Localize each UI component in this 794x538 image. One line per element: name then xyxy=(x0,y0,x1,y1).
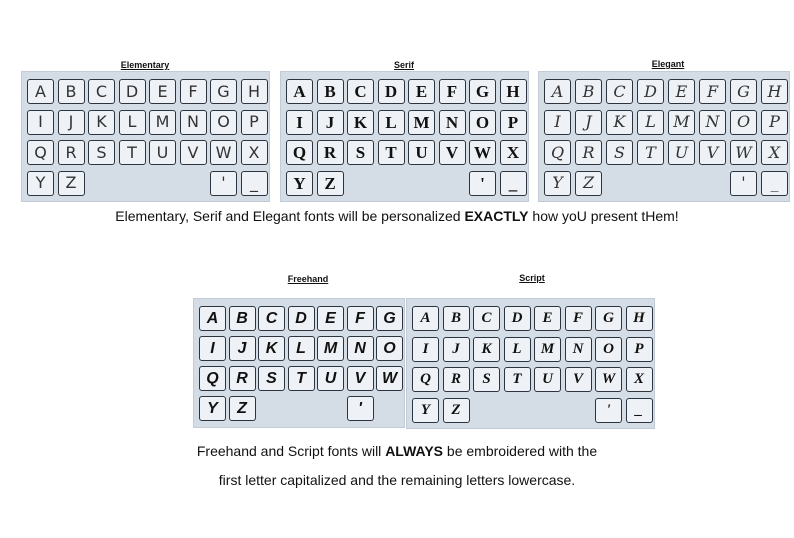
elementary-key-v[interactable]: V xyxy=(180,140,207,165)
elementary-key-r[interactable]: R xyxy=(58,140,85,165)
serif-key-e[interactable]: E xyxy=(408,79,435,104)
serif-key-s[interactable]: S xyxy=(347,140,374,165)
script-key-w[interactable]: W xyxy=(595,367,622,392)
script-key-x[interactable]: X xyxy=(626,367,653,392)
freehand-keyboard-panel xyxy=(193,298,405,428)
serif-key-n[interactable]: N xyxy=(439,110,466,135)
serif-key-o[interactable]: O xyxy=(469,110,496,135)
serif-keyboard-panel xyxy=(280,71,529,202)
script-key-d[interactable]: D xyxy=(504,306,531,331)
script-key-j[interactable]: J xyxy=(443,337,470,362)
freehand-key-k[interactable]: K xyxy=(258,336,285,361)
elementary-key-i[interactable]: I xyxy=(27,110,54,135)
elementary-key-z[interactable]: Z xyxy=(58,171,85,196)
freehand-key-t[interactable]: T xyxy=(288,366,315,391)
elementary-key-m[interactable]: M xyxy=(149,110,176,135)
elementary-key-o[interactable]: O xyxy=(210,110,237,135)
freehand-key-y[interactable]: Y xyxy=(199,396,226,421)
freehand-key-m[interactable]: M xyxy=(317,336,344,361)
serif-panel-title: Serif xyxy=(393,60,414,70)
script-key-o[interactable]: O xyxy=(595,337,622,362)
script-key-h[interactable]: H xyxy=(626,306,653,331)
elementary-key-t[interactable]: T xyxy=(119,140,146,165)
freehand-key-o[interactable]: O xyxy=(376,336,403,361)
elementary-key-j[interactable]: J xyxy=(58,110,85,135)
caption-lowercase-rule: first letter capitalized and the remaining letters lowercase. xyxy=(218,472,576,488)
script-key-y[interactable]: Y xyxy=(412,398,439,423)
elementary-key-e[interactable]: E xyxy=(149,79,176,104)
script-panel-title: Script xyxy=(519,273,545,283)
serif-key-i[interactable]: I xyxy=(286,110,313,135)
elegant-key-j[interactable]: J xyxy=(575,110,602,135)
serif-key-q[interactable]: Q xyxy=(286,140,313,165)
serif-key-j[interactable]: J xyxy=(317,110,344,135)
freehand-key-f[interactable]: F xyxy=(347,306,374,331)
script-key-i[interactable]: I xyxy=(412,337,439,362)
elegant-key-v[interactable]: V xyxy=(699,140,726,165)
script-key-f[interactable]: F xyxy=(565,306,592,331)
serif-key-f[interactable]: F xyxy=(439,79,466,104)
elegant-key-s[interactable]: S xyxy=(606,140,633,165)
script-key-u[interactable]: U xyxy=(534,367,561,392)
elegant-key-y[interactable]: Y xyxy=(544,171,571,196)
elementary-key-w[interactable]: W xyxy=(210,140,237,165)
elementary-key-a[interactable]: A xyxy=(27,79,54,104)
freehand-key-c[interactable]: C xyxy=(258,306,285,331)
freehand-key-i[interactable]: I xyxy=(199,336,226,361)
elegant-key-u[interactable]: U xyxy=(668,140,695,165)
freehand-key-b[interactable]: B xyxy=(229,306,256,331)
freehand-key-z[interactable]: Z xyxy=(229,396,256,421)
serif-key-r[interactable]: R xyxy=(317,140,344,165)
elementary-panel-title: Elementary xyxy=(120,60,170,70)
serif-key-apostrophe[interactable]: ' xyxy=(469,171,496,196)
script-key-a[interactable]: A xyxy=(412,306,439,331)
freehand-key-d[interactable]: D xyxy=(288,306,315,331)
serif-key-d[interactable]: D xyxy=(378,79,405,104)
elegant-key-e[interactable]: E xyxy=(668,79,695,104)
caption-always-emphasis: ALWAYS xyxy=(385,443,444,459)
script-key-g[interactable]: G xyxy=(595,306,622,331)
elegant-key-h[interactable]: H xyxy=(761,79,788,104)
elementary-key-apostrophe[interactable]: ' xyxy=(210,171,237,196)
elementary-key-d[interactable]: D xyxy=(119,79,146,104)
elegant-keyboard-panel xyxy=(538,71,790,202)
caption-always-fonts xyxy=(0,443,794,459)
elementary-key-space[interactable]: _ xyxy=(241,171,268,196)
elegant-key-c[interactable]: C xyxy=(606,79,633,104)
freehand-key-q[interactable]: Q xyxy=(199,366,226,391)
serif-key-b[interactable]: B xyxy=(317,79,344,104)
freehand-key-w[interactable]: W xyxy=(376,366,403,391)
elegant-key-f[interactable]: F xyxy=(699,79,726,104)
freehand-key-r[interactable]: R xyxy=(229,366,256,391)
serif-key-h[interactable]: H xyxy=(500,79,527,104)
serif-key-v[interactable]: V xyxy=(439,140,466,165)
caption-exact-text-start: Elementary, Serif and Elegant fonts will be personalized xyxy=(115,208,465,224)
serif-key-space[interactable]: _ xyxy=(500,171,527,196)
elegant-key-space[interactable]: _ xyxy=(761,171,788,196)
elegant-key-k[interactable]: K xyxy=(606,110,633,135)
caption-always-text-start: Freehand and Script fonts will xyxy=(196,443,386,459)
elementary-key-b[interactable]: B xyxy=(58,79,85,104)
elegant-key-a[interactable]: A xyxy=(544,79,571,104)
freehand-key-u[interactable]: U xyxy=(317,366,344,391)
serif-key-c[interactable]: C xyxy=(347,79,374,104)
elegant-key-p[interactable]: P xyxy=(761,110,788,135)
elegant-key-t[interactable]: T xyxy=(637,140,664,165)
script-key-n[interactable]: N xyxy=(565,337,592,362)
elementary-key-l[interactable]: L xyxy=(119,110,146,135)
elementary-keyboard-panel xyxy=(21,71,270,202)
freehand-key-s[interactable]: S xyxy=(258,366,285,391)
script-key-k[interactable]: K xyxy=(473,337,500,362)
freehand-key-n[interactable]: N xyxy=(347,336,374,361)
elegant-key-l[interactable]: L xyxy=(637,110,664,135)
elementary-key-n[interactable]: N xyxy=(180,110,207,135)
serif-key-z[interactable]: Z xyxy=(317,171,344,196)
elegant-key-r[interactable]: R xyxy=(575,140,602,165)
elegant-key-w[interactable]: W xyxy=(730,140,757,165)
freehand-panel-title: Freehand xyxy=(287,274,329,284)
serif-key-t[interactable]: T xyxy=(378,140,405,165)
caption-exact-fonts xyxy=(0,208,794,224)
caption-exact-text-end: how yoU present tHem! xyxy=(528,208,679,224)
script-key-space[interactable]: _ xyxy=(626,398,653,423)
elegant-key-b[interactable]: B xyxy=(575,79,602,104)
script-key-apostrophe[interactable]: ' xyxy=(595,398,622,423)
elegant-key-o[interactable]: O xyxy=(730,110,757,135)
freehand-key-j[interactable]: J xyxy=(229,336,256,361)
serif-key-m[interactable]: M xyxy=(408,110,435,135)
freehand-key-l[interactable]: L xyxy=(288,336,315,361)
freehand-key-e[interactable]: E xyxy=(317,306,344,331)
serif-key-a[interactable]: A xyxy=(286,79,313,104)
script-key-p[interactable]: P xyxy=(626,337,653,362)
elementary-key-h[interactable]: H xyxy=(241,79,268,104)
elementary-key-k[interactable]: K xyxy=(88,110,115,135)
freehand-key-v[interactable]: V xyxy=(347,366,374,391)
script-key-r[interactable]: R xyxy=(443,367,470,392)
elegant-key-q[interactable]: Q xyxy=(544,140,571,165)
script-key-b[interactable]: B xyxy=(443,306,470,331)
elementary-key-y[interactable]: Y xyxy=(27,171,54,196)
elegant-key-m[interactable]: M xyxy=(668,110,695,135)
elementary-key-c[interactable]: C xyxy=(88,79,115,104)
elementary-key-g[interactable]: G xyxy=(210,79,237,104)
elegant-panel-title: Elegant xyxy=(651,59,685,69)
elementary-key-q[interactable]: Q xyxy=(27,140,54,165)
serif-key-p[interactable]: P xyxy=(500,110,527,135)
serif-key-x[interactable]: X xyxy=(500,140,527,165)
elementary-key-x[interactable]: X xyxy=(241,140,268,165)
caption-always-text-end: be embroidered with the xyxy=(443,443,598,459)
freehand-key-a[interactable]: A xyxy=(199,306,226,331)
script-key-v[interactable]: V xyxy=(565,367,592,392)
serif-key-w[interactable]: W xyxy=(469,140,496,165)
script-key-l[interactable]: L xyxy=(504,337,531,362)
freehand-key-g[interactable]: G xyxy=(376,306,403,331)
elementary-key-p[interactable]: P xyxy=(241,110,268,135)
serif-key-y[interactable]: Y xyxy=(286,171,313,196)
script-key-m[interactable]: M xyxy=(534,337,561,362)
caption-exact-emphasis: EXACTLY xyxy=(464,208,529,224)
script-key-s[interactable]: S xyxy=(473,367,500,392)
serif-key-g[interactable]: G xyxy=(469,79,496,104)
script-key-e[interactable]: E xyxy=(534,306,561,331)
script-key-t[interactable]: T xyxy=(504,367,531,392)
freehand-key-apostrophe[interactable]: ' xyxy=(347,396,374,421)
elegant-key-g[interactable]: G xyxy=(730,79,757,104)
elegant-key-d[interactable]: D xyxy=(637,79,664,104)
script-key-z[interactable]: Z xyxy=(443,398,470,423)
serif-key-k[interactable]: K xyxy=(347,110,374,135)
elegant-key-i[interactable]: I xyxy=(544,110,571,135)
script-keyboard-panel xyxy=(406,298,655,429)
elementary-key-s[interactable]: S xyxy=(88,140,115,165)
elegant-key-z[interactable]: Z xyxy=(575,171,602,196)
serif-key-u[interactable]: U xyxy=(408,140,435,165)
elementary-key-f[interactable]: F xyxy=(180,79,207,104)
serif-key-l[interactable]: L xyxy=(378,110,405,135)
elegant-key-apostrophe[interactable]: ' xyxy=(730,171,757,196)
script-key-c[interactable]: C xyxy=(473,306,500,331)
elegant-key-x[interactable]: X xyxy=(761,140,788,165)
script-key-q[interactable]: Q xyxy=(412,367,439,392)
elementary-key-u[interactable]: U xyxy=(149,140,176,165)
elegant-key-n[interactable]: N xyxy=(699,110,726,135)
